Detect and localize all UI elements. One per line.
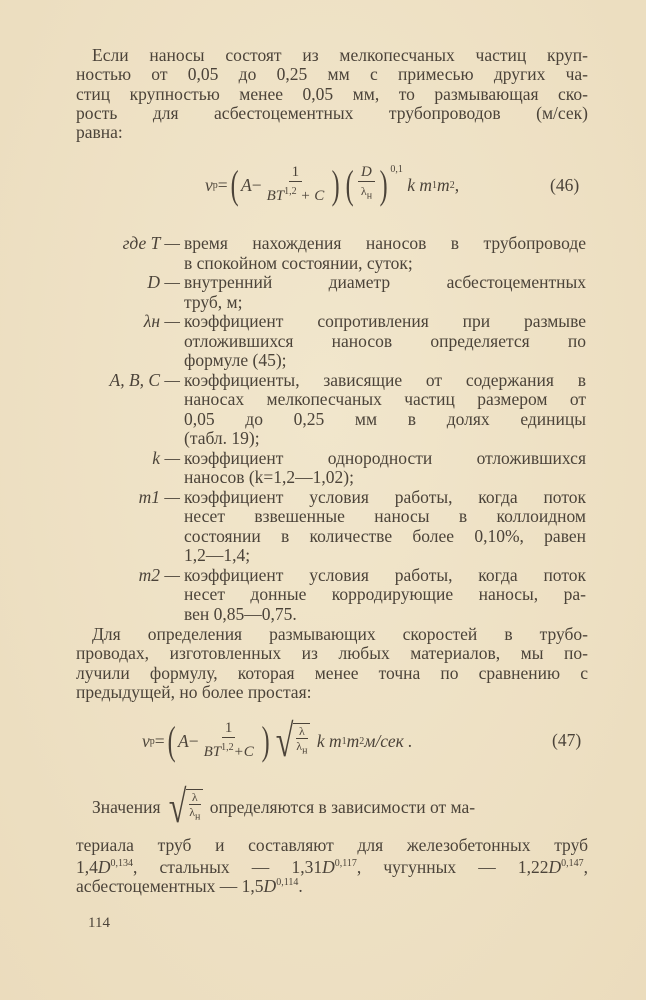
formula-symbol: A (177, 730, 189, 751)
definition-text: формуле (45); (184, 350, 287, 370)
paren-close: ) (379, 162, 388, 207)
formula-subscript: н (366, 190, 373, 202)
paren-open: ( (345, 162, 354, 207)
denominator (186, 805, 203, 824)
paragraph-line: лучили формулу, которая менее точна по сравнению с (76, 663, 588, 683)
formula-operator: − (251, 174, 262, 195)
text: Значения (92, 796, 161, 817)
formula-subscript: р (149, 735, 155, 747)
definition-text: труб, м; (184, 291, 243, 312)
fraction (293, 723, 310, 758)
definition-text: вен 0,85—0,75. (184, 603, 297, 624)
formula-46: v р = ( A − $\frac{1}{BT^{1,2} + C}$ ) ( $\frac{D}{\lambda_н}$ ) $^{0,1}$ k m 1 m 2 , (205, 162, 460, 207)
formula-symbol: λ (189, 805, 196, 820)
fraction (201, 720, 257, 762)
formula-symbol: v (142, 730, 150, 751)
definition-text: внутренний диаметр асбестоцементных (184, 272, 586, 292)
formula-symbol: D (263, 875, 277, 896)
formula-subscript: 1 (341, 735, 347, 747)
formula-symbol: + C (296, 188, 325, 204)
paragraph-line: стиц крупностью менее 0,05 мм, то размывающая ско- (76, 84, 588, 104)
text: асбестоцементных — 1,5 (76, 875, 264, 896)
numerator: 1 (222, 720, 236, 738)
definition-text: коэффициенты, зависящие от содержания в (184, 369, 586, 390)
definition-text: коэффициент сопротивления при размыве (184, 311, 586, 331)
definition-text: коэффициент однородности отложившихся (184, 447, 586, 468)
page-number: 114 (88, 915, 110, 931)
definition-text: отложившихся наносов определяется по (184, 330, 586, 351)
definition-text: несет донные корродирующие наносы, ра- (184, 584, 586, 604)
denominator (358, 181, 375, 205)
exponent: 0,147 (561, 858, 584, 869)
formula-symbol: A (240, 174, 252, 195)
definition-text: наносах мелкопесчаных частиц размером от (184, 389, 586, 409)
fraction (264, 164, 328, 206)
equation-number: (47) (552, 730, 582, 750)
definition-text: 1,2—1,4; (184, 545, 251, 565)
text: , стальных — 1,31 (133, 856, 323, 877)
paragraph-line: териала труб и составляют для железобетонных труб (76, 835, 588, 855)
formula-subscript: 1 (432, 179, 438, 191)
definition-text: коэффициент условия работы, когда поток (184, 564, 586, 585)
formula-symbol: λ (296, 739, 303, 754)
paragraph-line: проводах, изготовленных из любых материалов, мы по- (76, 643, 588, 663)
paren-close: ) (261, 718, 270, 763)
formula-symbol: BT (203, 744, 222, 760)
paragraph-line: Для определения размывающих скоростей в трубо- (92, 624, 588, 644)
formula-punct: , (454, 174, 460, 195)
formula-symbol: D (322, 856, 335, 877)
formula-symbol: D (361, 164, 372, 181)
formula-symbol: D (548, 856, 562, 877)
formula-symbol: k m (316, 730, 342, 751)
paragraph-line: Если наносы состоят из мелкопесчаных частиц круп- (92, 45, 588, 65)
definition-text: (табл. 19); (184, 428, 260, 448)
formula-subscript: н (195, 811, 201, 823)
formula-subscript: н (302, 745, 308, 757)
formula-subscript: р (212, 179, 218, 191)
formula-symbol: v (205, 174, 213, 195)
paren-open: ( (167, 718, 176, 763)
definition-text: наносов (k=1,2—1,02); (184, 467, 354, 487)
paragraph-line: ностью от 0,05 до 0,25 мм с примесью других ча- (76, 64, 588, 84)
exponent: 0,1 (390, 164, 403, 175)
formula-symbol: k m (407, 174, 433, 195)
definition-text: в спокойном состоянии, суток; (184, 252, 413, 273)
paragraph-line: равна: (76, 122, 123, 142)
definition-term: где T — (122, 233, 180, 253)
numerator: λ (189, 790, 201, 805)
definition-text: 0,05 до 0,25 мм в долях единицы (184, 408, 586, 429)
denominator (201, 738, 257, 762)
formula-symbol: m (346, 730, 360, 751)
formula-operator: − (188, 730, 199, 751)
text: . (298, 875, 303, 896)
paren-close: ) (331, 162, 340, 207)
definition-text: время нахождения наносов в трубопроводе (184, 233, 586, 253)
definition-text: несет взвешенные наносы в коллоидном (184, 506, 586, 526)
exponent: 0,114 (276, 877, 299, 888)
equation-number: (46) (550, 175, 580, 195)
unit: м/сек . (364, 730, 413, 751)
formula-symbol: λ (360, 184, 367, 199)
numerator: λ (296, 724, 308, 739)
definition-term: λн — (143, 311, 180, 331)
formula-symbol: BT (266, 188, 285, 204)
formula-symbol: +C (233, 744, 254, 760)
exponent: 1,2 (221, 742, 234, 753)
formula-47: v р = ( A − $\frac{1}{BT^{1,2}+C}$ ) √ $\frac{\lambda}{\lambda_н}$ k m 1 m 2 м/сек . (142, 715, 413, 766)
exponent: 0,134 (110, 858, 134, 869)
paragraph-line: рость для асбестоцементных трубопроводов (м/сек) (76, 103, 588, 123)
formula-symbol: m (437, 174, 450, 195)
numerator (358, 164, 375, 181)
denominator (293, 739, 310, 758)
paren-open: ( (230, 162, 239, 207)
formula-symbol: D (97, 856, 111, 877)
exponent: 0,117 (334, 858, 357, 869)
definition-term: m2 — (138, 564, 180, 585)
definition-term: D — (147, 272, 180, 292)
paragraph-line: предыдущей, но более простая: (76, 682, 312, 702)
text: определяются в зависимости от ма- (209, 796, 476, 817)
numerator: 1 (289, 164, 303, 182)
denominator (264, 182, 328, 206)
exponent: 1,2 (284, 186, 297, 197)
paragraph-line (76, 873, 588, 896)
formula-subscript: 2 (449, 179, 455, 191)
definition-term: k — (152, 447, 180, 468)
definition-term: A, B, C — (109, 369, 180, 390)
definition-term: m1 — (138, 486, 180, 507)
text: , (583, 856, 589, 877)
text: 1,4 (76, 856, 98, 877)
paragraph-line (92, 781, 476, 832)
formula-subscript: 2 (359, 735, 365, 747)
text: , чугунных — 1,22 (356, 856, 549, 877)
definition-text: состоянии в количестве более 0,10%, равен (184, 525, 586, 546)
fraction (358, 164, 375, 205)
definition-text: коэффициент условия работы, когда поток (184, 486, 586, 507)
fraction (186, 789, 203, 824)
paragraph-line (76, 854, 589, 877)
square-root-icon: √ (275, 715, 294, 766)
square-root-icon: √ (168, 781, 187, 832)
